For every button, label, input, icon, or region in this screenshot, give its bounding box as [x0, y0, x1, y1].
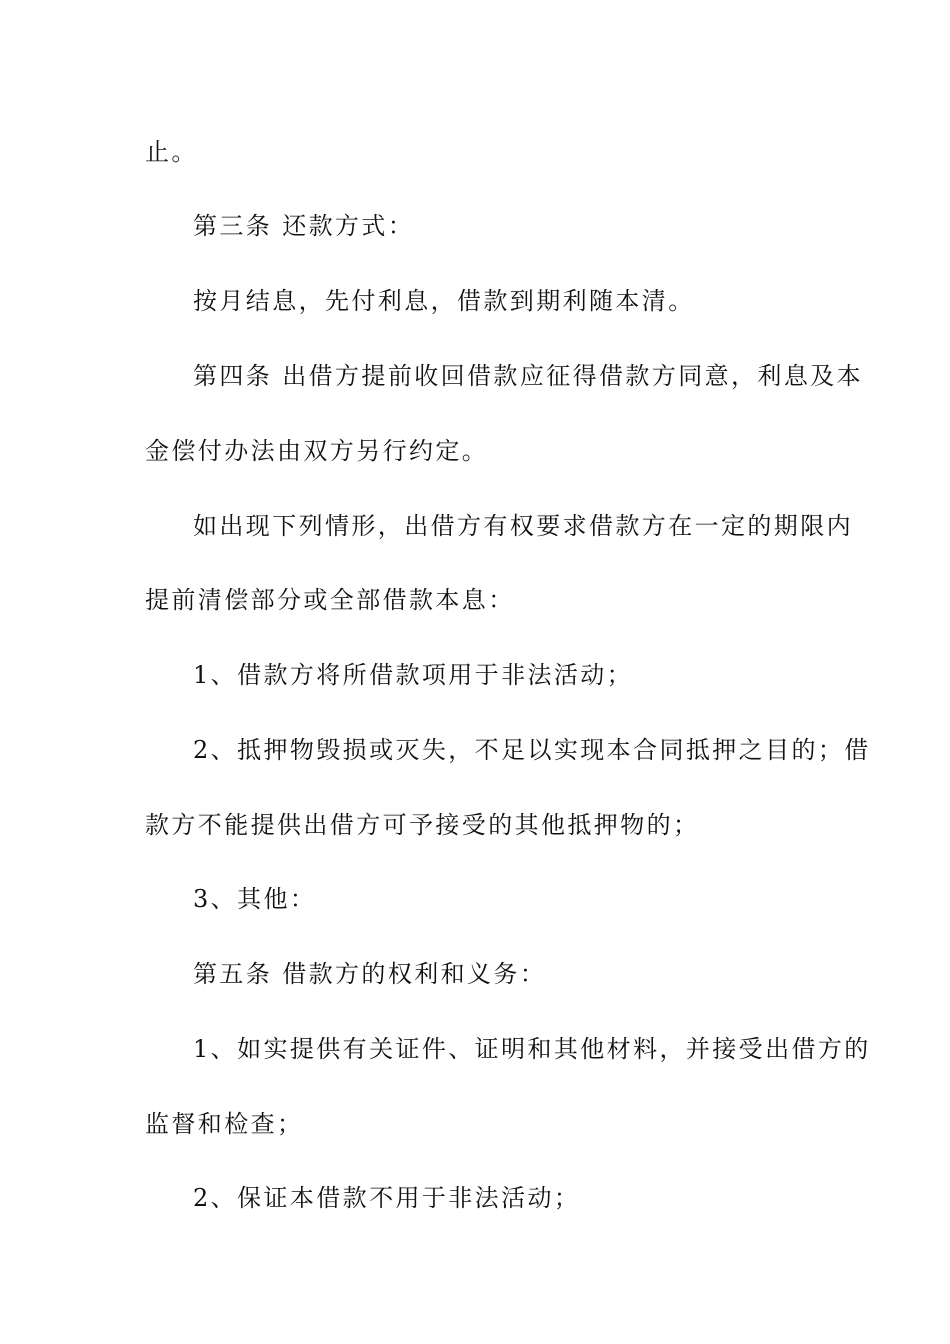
text-line: 款方不能提供出借方可予接受的其他抵押物的；: [145, 811, 700, 839]
list-item: 1、如实提供有关证件、证明和其他材料，并接受出借方的: [193, 1035, 871, 1063]
text-line: 止。: [145, 138, 198, 166]
article-heading: 第四条 出借方提前收回借款应征得借款方同意，利息及本: [193, 362, 864, 390]
paragraph-line: 按月结息，先付利息，借款到期利随本清。: [193, 287, 695, 315]
paragraph-line: 如出现下列情形，出借方有权要求借款方在一定的期限内: [193, 512, 853, 540]
text-line: 提前清偿部分或全部借款本息：: [145, 586, 515, 614]
article-heading: 第五条 借款方的权利和义务：: [193, 960, 547, 988]
article-heading: 第三条 还款方式：: [193, 212, 415, 240]
list-item: 2、抵押物毁损或灭失，不足以实现本合同抵押之目的；借: [193, 736, 871, 764]
list-item: 2、保证本借款不用于非法活动；: [193, 1184, 581, 1212]
list-item: 3、其他：: [193, 885, 317, 913]
text-line: 金偿付办法由双方另行约定。: [145, 437, 489, 465]
text-line: 监督和检查；: [145, 1110, 304, 1138]
list-item: 1、借款方将所借款项用于非法活动；: [193, 661, 634, 689]
